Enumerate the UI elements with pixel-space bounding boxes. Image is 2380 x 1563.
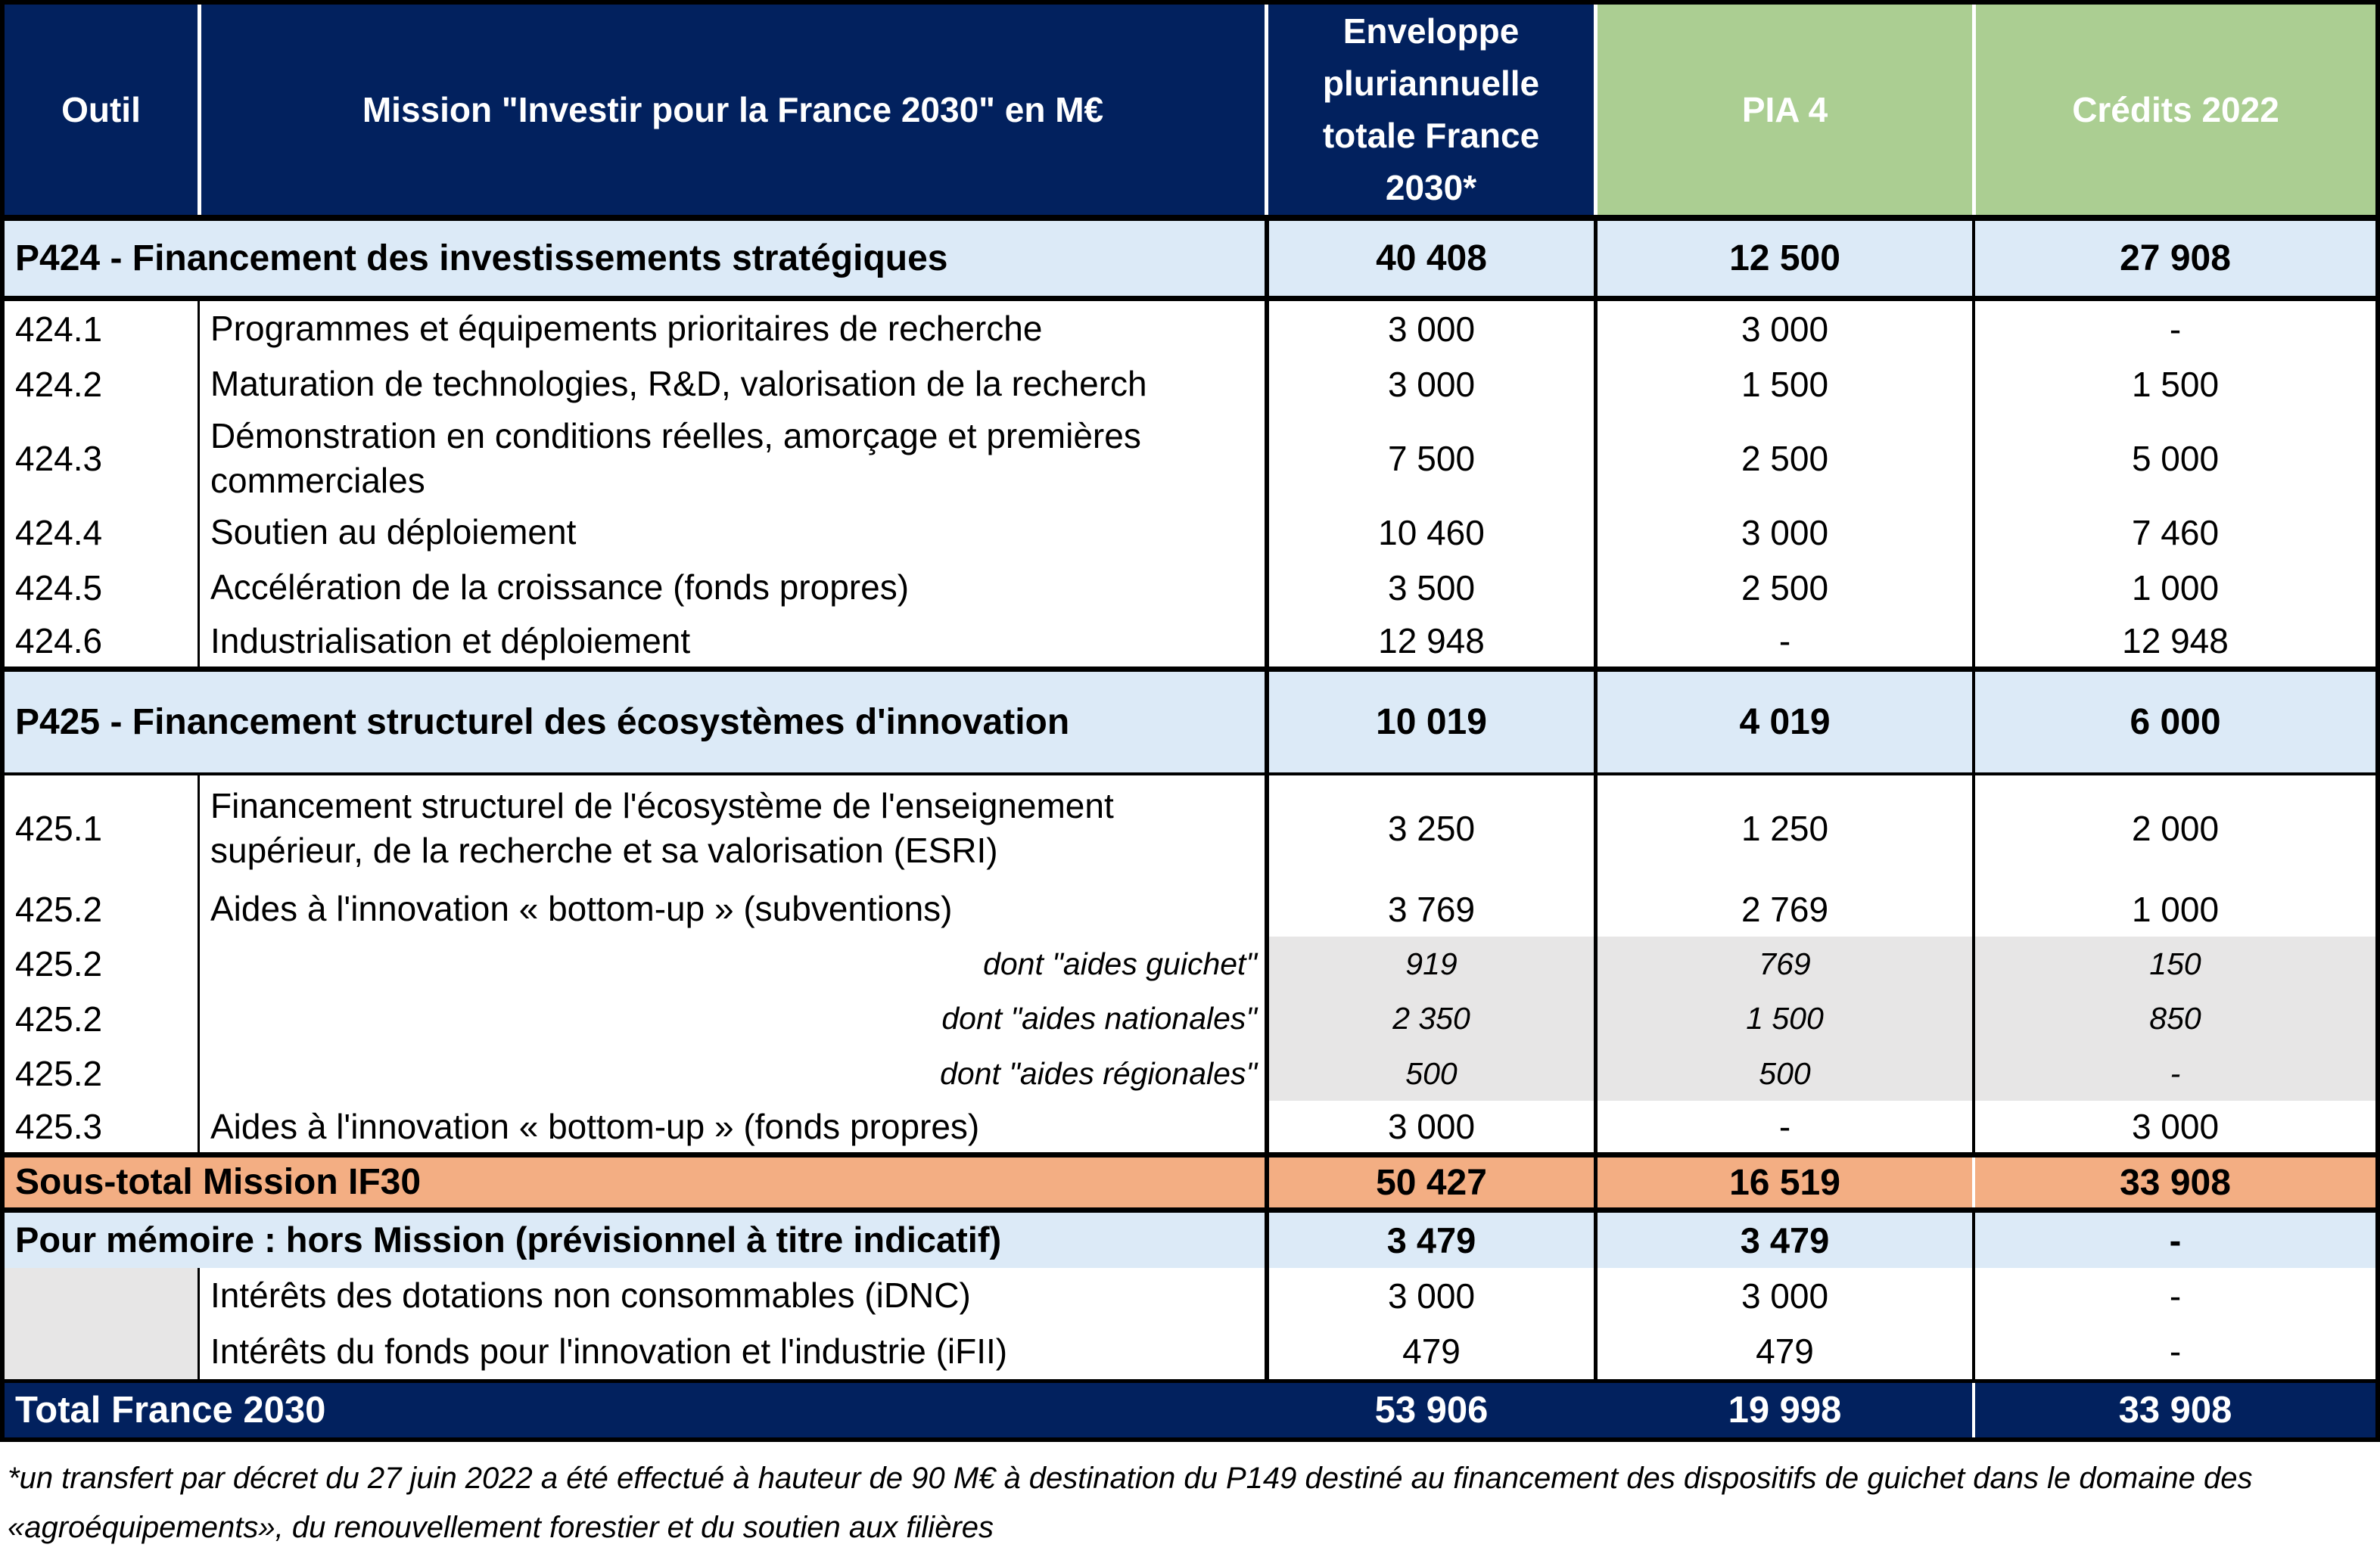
cell-mission-label: Démonstration en conditions réelles, amorçage et premières commerciales bbox=[198, 412, 1265, 505]
cell-credits2022-value: 3 000 bbox=[1972, 1101, 2375, 1152]
column-header-pia4: PIA 4 bbox=[1594, 5, 1972, 215]
table-row bbox=[5, 615, 2375, 672]
cell-enveloppe-value: 2 350 bbox=[1265, 991, 1594, 1046]
cell-enveloppe-value: 10 019 bbox=[1265, 672, 1594, 772]
cell-pia4-value: 500 bbox=[1594, 1046, 1972, 1101]
cell-enveloppe-value: 3 500 bbox=[1265, 560, 1594, 615]
cell-credits2022-value: - bbox=[1972, 1268, 2375, 1323]
table-row bbox=[5, 1323, 2375, 1383]
footnote-line1: *un transfert par décret du 27 juin 2022 a été effectué à hauteur de 90 M€ à destination du P149 destiné au financement des dispositifs de guichet dans le domaine des bbox=[8, 1462, 2253, 1495]
cell-enveloppe-value: 12 948 bbox=[1265, 615, 1594, 667]
cell-credits2022-value: 33 908 bbox=[1972, 1383, 2375, 1437]
table-row bbox=[5, 991, 2375, 1046]
cell-outil-code: 425.2 bbox=[15, 999, 103, 1039]
cell-outil-code: 424.5 bbox=[15, 567, 103, 607]
cell-mission-label: Financement structurel de l'écosystème de l'enseignement supérieur, de la recherche et sa valorisation (ESRI) bbox=[198, 775, 1265, 881]
row-label: Total France 2030 bbox=[15, 1389, 326, 1431]
cell-credits2022-value: 33 908 bbox=[1972, 1157, 2375, 1207]
cell-credits2022-value: 27 908 bbox=[1972, 221, 2375, 296]
cell-mission-label: Industrialisation et déploiement bbox=[198, 615, 1265, 667]
cell-enveloppe-value: 3 000 bbox=[1265, 356, 1594, 412]
row-label: P425 - Financement structurel des écosystèmes d'innovation bbox=[15, 701, 1070, 742]
footnote bbox=[8, 1454, 2380, 1552]
column-header-mission: Mission "Investir pour la France 2030" en M€ bbox=[198, 5, 1265, 215]
cell-pia4-value: - bbox=[1594, 615, 1972, 667]
table-row bbox=[5, 560, 2375, 615]
column-header-outil: Outil bbox=[61, 89, 141, 129]
cell-pia4-value: 3 000 bbox=[1594, 1268, 1972, 1323]
cell-enveloppe-value: 3 000 bbox=[1265, 1268, 1594, 1323]
cell-pia4-value: 1 500 bbox=[1594, 991, 1972, 1046]
cell-mission-label: Accélération de la croissance (fonds propres) bbox=[198, 560, 1265, 615]
cell-pia4-value: 4 019 bbox=[1594, 672, 1972, 772]
cell-mission-label: Aides à l'innovation « bottom-up » (subventions) bbox=[198, 881, 1265, 937]
table-row bbox=[5, 672, 2375, 775]
cell-pia4-value: 1 500 bbox=[1594, 356, 1972, 412]
cell-outil-code: 425.3 bbox=[15, 1107, 103, 1146]
cell-credits2022-value: 7 460 bbox=[1972, 505, 2375, 560]
cell-outil-code: 424.6 bbox=[15, 621, 103, 660]
cell-pia4-value: 2 500 bbox=[1594, 412, 1972, 505]
table-row bbox=[5, 356, 2375, 412]
cell-enveloppe-value: 3 769 bbox=[1265, 881, 1594, 937]
table-row bbox=[5, 1157, 2375, 1213]
cell-outil-code: 425.2 bbox=[15, 889, 103, 929]
cell-credits2022-value: - bbox=[1972, 301, 2375, 356]
cell-enveloppe-value: 40 408 bbox=[1265, 221, 1594, 296]
table-row bbox=[5, 937, 2375, 991]
cell-outil-code: 425.2 bbox=[15, 1054, 103, 1093]
cell-mission-label: Maturation de technologies, R&D, valorisation de la recherch bbox=[198, 356, 1265, 412]
table-row bbox=[5, 1213, 2375, 1268]
cell-enveloppe-value: 10 460 bbox=[1265, 505, 1594, 560]
cell-outil-code: 425.1 bbox=[15, 809, 103, 848]
cell-mission-label: dont "aides guichet" bbox=[198, 937, 1265, 991]
table-row bbox=[5, 221, 2375, 301]
cell-enveloppe-value: 7 500 bbox=[1265, 412, 1594, 505]
cell-outil-code: 424.1 bbox=[15, 309, 103, 349]
cell-outil-code bbox=[5, 1268, 198, 1323]
cell-enveloppe-value: 3 000 bbox=[1265, 1101, 1594, 1152]
row-label: Sous-total Mission IF30 bbox=[15, 1162, 422, 1203]
cell-enveloppe-value: 50 427 bbox=[1265, 1157, 1594, 1207]
cell-mission-label: Intérêts des dotations non consommables (iDNC) bbox=[198, 1268, 1265, 1323]
table-row bbox=[5, 412, 2375, 505]
cell-outil-code: 425.2 bbox=[15, 944, 103, 983]
table-header-row bbox=[5, 5, 2375, 221]
cell-credits2022-value: - bbox=[1972, 1046, 2375, 1101]
cell-enveloppe-value: 500 bbox=[1265, 1046, 1594, 1101]
cell-enveloppe-value: 3 479 bbox=[1265, 1213, 1594, 1268]
table-row bbox=[5, 1046, 2375, 1101]
table-row bbox=[5, 1383, 2375, 1437]
table-row bbox=[5, 775, 2375, 881]
table-row bbox=[5, 505, 2375, 560]
cell-pia4-value: - bbox=[1594, 1101, 1972, 1152]
table-row bbox=[5, 1268, 2375, 1323]
footnote-line2: «agroéquipements», du renouvellement forestier et du soutien aux filières bbox=[8, 1510, 994, 1544]
table-row bbox=[5, 881, 2375, 937]
column-header-credits2022: Crédits 2022 bbox=[1972, 5, 2375, 215]
cell-mission-label: Programmes et équipements prioritaires de recherche bbox=[198, 301, 1265, 356]
cell-mission-label: Soutien au déploiement bbox=[198, 505, 1265, 560]
cell-pia4-value: 3 000 bbox=[1594, 301, 1972, 356]
row-label: Pour mémoire : hors Mission (prévisionnel à titre indicatif) bbox=[15, 1220, 1002, 1260]
cell-outil-code: 424.4 bbox=[15, 512, 103, 552]
cell-pia4-value: 19 998 bbox=[1594, 1383, 1972, 1437]
cell-mission-label: dont "aides nationales" bbox=[198, 991, 1265, 1046]
cell-enveloppe-value: 919 bbox=[1265, 937, 1594, 991]
cell-credits2022-value: 5 000 bbox=[1972, 412, 2375, 505]
cell-mission-label: Aides à l'innovation « bottom-up » (fonds propres) bbox=[198, 1101, 1265, 1152]
cell-pia4-value: 3 000 bbox=[1594, 505, 1972, 560]
cell-enveloppe-value: 53 906 bbox=[1265, 1383, 1594, 1437]
cell-pia4-value: 1 250 bbox=[1594, 775, 1972, 881]
cell-enveloppe-value: 479 bbox=[1265, 1323, 1594, 1379]
cell-credits2022-value: 1 000 bbox=[1972, 881, 2375, 937]
cell-pia4-value: 3 479 bbox=[1594, 1213, 1972, 1268]
column-header-enveloppe: Enveloppe pluriannuelle totale France 2030* bbox=[1265, 5, 1594, 215]
row-label: P424 - Financement des investissements stratégiques bbox=[15, 238, 948, 278]
cell-pia4-value: 769 bbox=[1594, 937, 1972, 991]
cell-outil-code: 424.2 bbox=[15, 364, 103, 404]
cell-credits2022-value: 1 000 bbox=[1972, 560, 2375, 615]
cell-pia4-value: 2 769 bbox=[1594, 881, 1972, 937]
cell-enveloppe-value: 3 000 bbox=[1265, 301, 1594, 356]
table-row bbox=[5, 1101, 2375, 1157]
cell-mission-label: Intérêts du fonds pour l'innovation et l'industrie (iFII) bbox=[198, 1323, 1265, 1379]
cell-outil-code: 424.3 bbox=[15, 438, 103, 478]
cell-pia4-value: 479 bbox=[1594, 1323, 1972, 1379]
cell-credits2022-value: - bbox=[1972, 1213, 2375, 1268]
cell-pia4-value: 12 500 bbox=[1594, 221, 1972, 296]
cell-outil-code bbox=[5, 1323, 198, 1379]
cell-credits2022-value: 1 500 bbox=[1972, 356, 2375, 412]
cell-credits2022-value: - bbox=[1972, 1323, 2375, 1379]
cell-credits2022-value: 12 948 bbox=[1972, 615, 2375, 667]
cell-pia4-value: 16 519 bbox=[1594, 1157, 1972, 1207]
cell-pia4-value: 2 500 bbox=[1594, 560, 1972, 615]
table-row bbox=[5, 301, 2375, 356]
cell-mission-label: dont "aides régionales" bbox=[198, 1046, 1265, 1101]
cell-credits2022-value: 6 000 bbox=[1972, 672, 2375, 772]
cell-enveloppe-value: 3 250 bbox=[1265, 775, 1594, 881]
cell-credits2022-value: 150 bbox=[1972, 937, 2375, 991]
table-body bbox=[5, 221, 2375, 1437]
cell-credits2022-value: 850 bbox=[1972, 991, 2375, 1046]
cell-credits2022-value: 2 000 bbox=[1972, 775, 2375, 881]
